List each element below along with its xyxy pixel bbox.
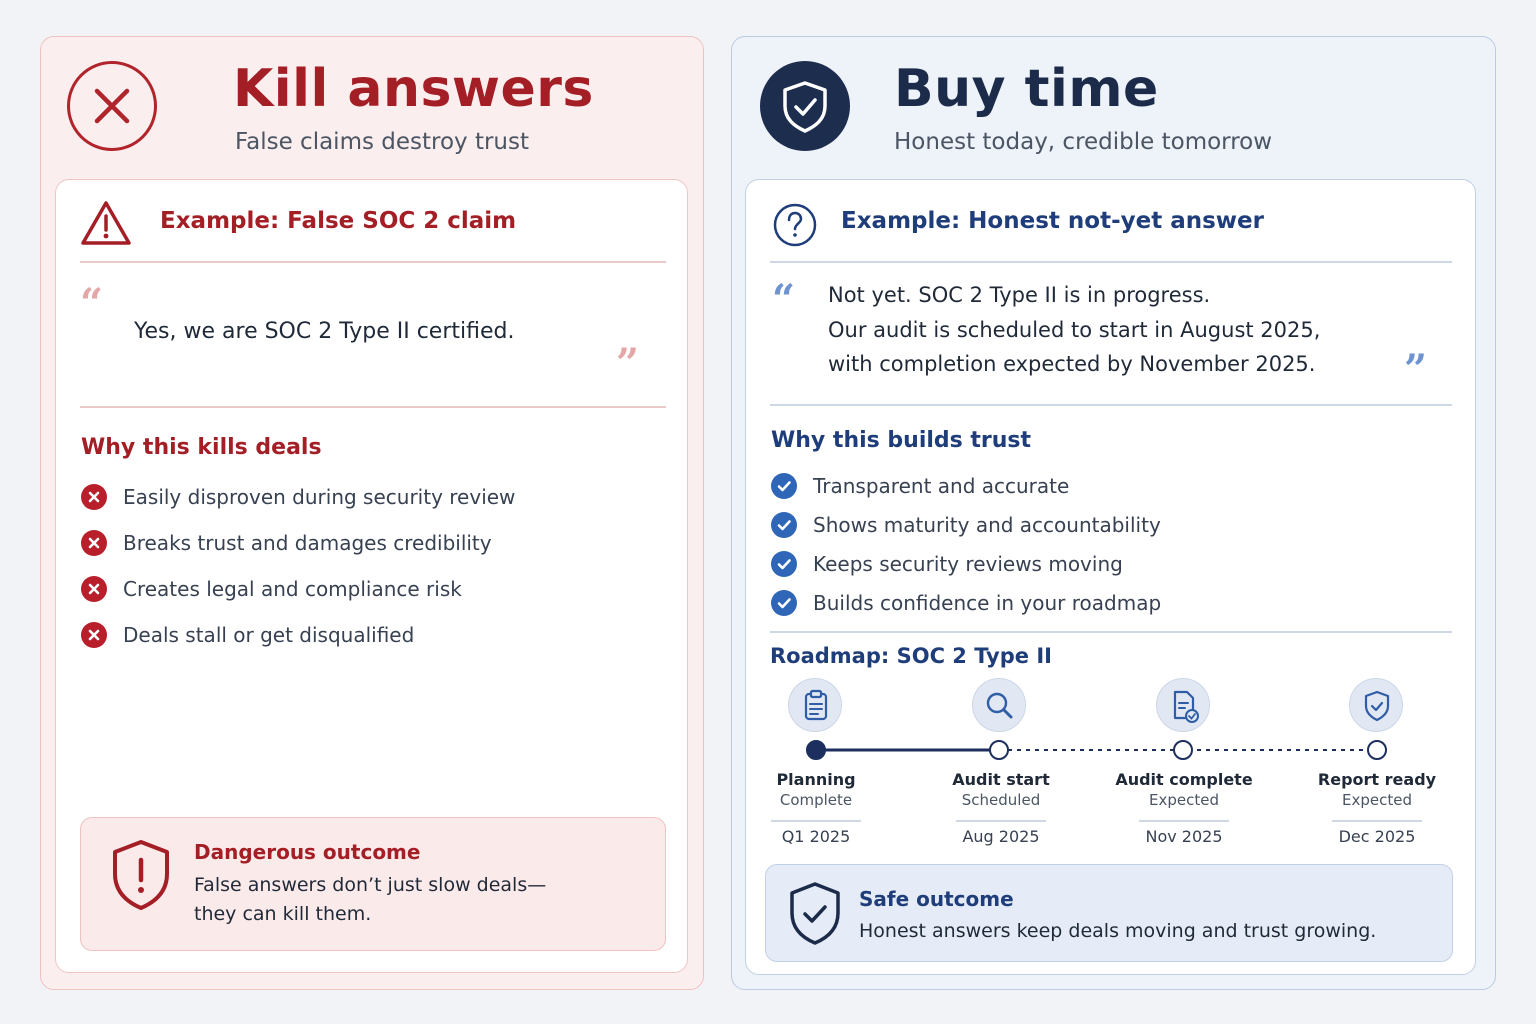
reason-text: Creates legal and compliance risk [123,577,462,601]
timeline-node-complete [806,740,826,760]
list-item [771,505,1161,544]
warning-icon [80,200,132,246]
document-check-icon [1156,678,1210,732]
quote-line-3: with completion expected by November 2025. [828,352,1316,376]
reason-text: Transparent and accurate [813,473,1070,498]
roadmap-step [1094,770,1274,809]
divider [770,261,1452,263]
outcome-text-line2: they can kill them. [194,903,372,925]
divider [770,631,1452,633]
divider [770,404,1452,406]
roadmap-step [911,770,1091,809]
list-item [81,474,515,520]
outcome-title: Safe outcome [859,887,1014,911]
step-date: Dec 2025 [1338,827,1416,846]
list-item [81,520,515,566]
step-status: Scheduled [961,791,1041,809]
reasons-list [81,474,515,658]
step-date: Aug 2025 [962,827,1040,846]
x-circle-icon [81,576,107,602]
panel-subtitle: False claims destroy trust [235,129,530,155]
x-circle-icon [81,484,107,510]
dangerous-outcome-box [80,817,666,951]
divider [771,820,861,822]
example-title: Example: False SOC 2 claim [160,208,517,234]
divider [956,820,1046,822]
check-circle-icon [771,473,797,499]
timeline-node [1367,740,1387,760]
example-title: Example: Honest not-yet answer [841,208,1264,234]
reason-text: Keeps security reviews moving [813,551,1123,576]
step-date: Q1 2025 [781,827,851,846]
step-name: Report ready [1317,770,1437,789]
close-quote-icon: ” [1404,346,1428,393]
kill-answers-panel [40,36,704,990]
check-circle-icon [771,512,797,538]
divider [1332,820,1422,822]
open-quote-icon: “ [772,276,796,323]
quote-line-1: Not yet. SOC 2 Type II is in progress. [828,283,1211,307]
clipboard-icon [788,678,842,732]
buy-time-panel [731,36,1496,990]
outcome-title: Dangerous outcome [194,840,421,864]
question-icon [772,202,818,248]
check-circle-icon [771,551,797,577]
step-status: Expected [1149,791,1219,809]
step-status: Expected [1342,791,1412,809]
outcome-text: Honest answers keep deals moving and trust growing. [859,920,1377,942]
roadmap-title: Roadmap: SOC 2 Type II [770,644,1052,668]
step-status: Complete [779,791,853,809]
reason-text: Easily disproven during security review [123,485,516,509]
quote-line-2: Our audit is scheduled to start in August 2025, [828,318,1321,342]
check-circle-icon [771,590,797,616]
list-item [771,583,1161,622]
magnifier-icon [972,678,1026,732]
panel-title: Buy time [894,59,1159,119]
divider [1139,820,1229,822]
example-card [55,179,688,973]
step-name: Audit start [952,770,1050,789]
panel-title: Kill answers [233,59,594,119]
list-item [771,544,1161,583]
shield-check-icon [760,61,850,151]
quote-text: Yes, we are SOC 2 Type II certified. [134,319,515,344]
step-name: Planning [776,770,856,789]
timeline-node [1173,740,1193,760]
shield-check-icon [788,881,842,947]
close-quote-icon: ” [616,340,640,387]
safe-outcome-box [765,864,1453,962]
step-date: Nov 2025 [1145,827,1223,846]
divider [80,261,666,263]
list-item [81,566,515,612]
panel-subtitle: Honest today, credible tomorrow [894,129,1273,155]
timeline-node [989,740,1009,760]
reason-text: Breaks trust and damages credibility [123,531,492,555]
x-circle-icon [67,61,157,151]
divider [80,406,666,408]
outcome-text-line1: False answers don’t just slow deals— [194,874,547,896]
reason-text: Deals stall or get disqualified [123,623,415,647]
reasons-list [771,466,1161,622]
reason-text: Shows maturity and accountability [813,512,1161,537]
why-title: Why this kills deals [81,435,322,460]
roadmap-step [726,770,906,809]
shield-alert-icon [109,838,173,912]
shield-check-icon [1349,678,1403,732]
roadmap-step [1287,770,1467,809]
why-title: Why this builds trust [771,428,1032,453]
list-item [81,612,515,658]
list-item [771,466,1161,505]
reason-text: Builds confidence in your roadmap [813,590,1162,615]
x-circle-icon [81,622,107,648]
step-name: Audit complete [1115,770,1253,789]
open-quote-icon: “ [80,280,104,327]
example-card [745,179,1476,975]
x-circle-icon [81,530,107,556]
